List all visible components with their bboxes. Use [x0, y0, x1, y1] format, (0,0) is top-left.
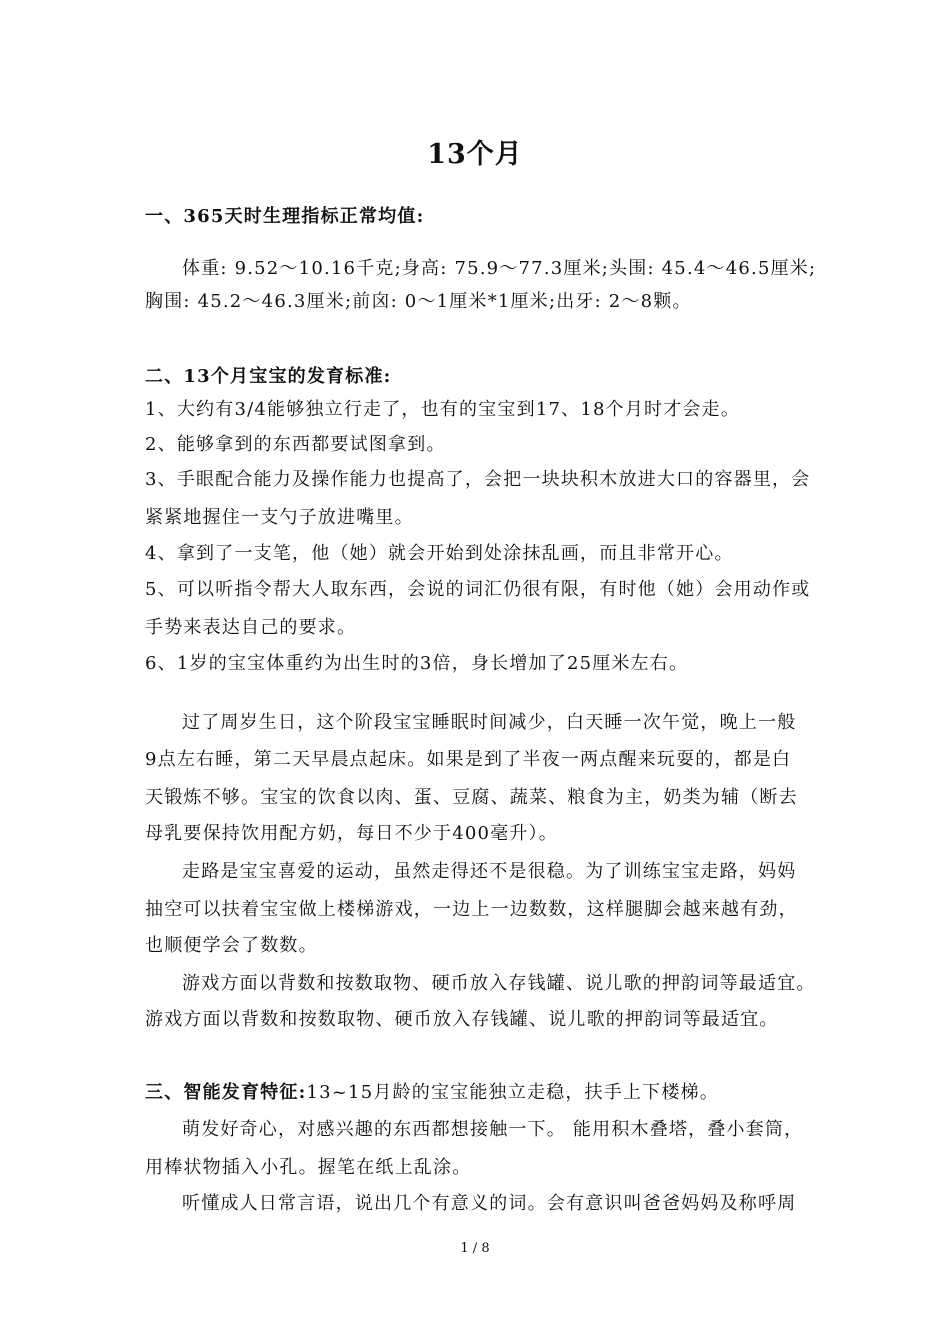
paragraph-line: 胸围: 45.2～46.3厘米;前囟: 0～1厘米*1厘米;出牙: 2～8颗。 [145, 291, 692, 312]
section-heading-3 [145, 1081, 719, 1105]
list-item: 手势来表达自己的要求。 [145, 617, 357, 638]
paragraph-line: 萌发好奇心，对感兴趣的东西都想接触一下。 能用积木叠塔，叠小套筒， [182, 1119, 804, 1140]
paragraph-line: 天锻炼不够。宝宝的饮食以肉、蛋、豆腐、蔬菜、粮食为主，奶类为辅（断去 [145, 787, 798, 808]
paragraph-line: 游戏方面以背数和按数取物、硬币放入存钱罐、说儿歌的押韵词等最适宜。 [182, 973, 816, 994]
list-item: 6、1岁的宝宝体重约为出生时的3倍，身长增加了25厘米左右。 [145, 653, 689, 674]
list-item: 2、能够拿到的东西都要试图拿到。 [145, 434, 446, 455]
list-item: 3、手眼配合能力及操作能力也提高了，会把一块块积木放进大口的容器里，会 [145, 469, 811, 490]
section-heading-1: 一、365天时生理指标正常均值: [145, 206, 425, 227]
paragraph-line: 走路是宝宝喜爱的运动，虽然走得还不是很稳。为了训练宝宝走路，妈妈 [182, 861, 797, 882]
list-item: 5、可以听指令帮大人取东西，会说的词汇仍很有限，有时他（她）会用动作或 [145, 579, 811, 600]
paragraph-line: 体重: 9.52～10.16千克;身高: 75.9～77.3厘米;头围: 45.4～46.5厘米; [182, 258, 817, 279]
section-heading-3-text: 13~15月龄的宝宝能独立走稳，扶手上下楼梯。 [306, 1082, 719, 1103]
paragraph-line: 用棒状物插入小孔。握笔在纸上乱涂。 [145, 1157, 472, 1178]
paragraph-line: 母乳要保持饮用配方奶，每日不少于400毫升）。 [145, 823, 558, 844]
section-heading-2: 二、13个月宝宝的发育标准: [145, 366, 392, 387]
paragraph-line: 过了周岁生日，这个阶段宝宝睡眠时间减少，白天睡一次午觉，晚上一般 [182, 712, 797, 733]
paragraph-line: 游戏方面以背数和按数取物、硬币放入存钱罐、说儿歌的押韵词等最适宜。 [145, 1009, 779, 1030]
page-number: 1 / 8 [460, 1241, 490, 1256]
paragraph-line: 9点左右睡，第二天早晨点起床。如果是到了半夜一两点醒来玩耍的，都是白 [145, 749, 792, 770]
list-item: 紧紧地握住一支勺子放进嘴里。 [145, 507, 414, 528]
paragraph-line: 听懂成人日常言语，说出几个有意义的词。会有意识叫爸爸妈妈及称呼周 [182, 1193, 797, 1214]
paragraph-line: 抽空可以扶着宝宝做上楼梯游戏，一边上一边数数，这样腿脚会越来越有劲， [145, 899, 798, 920]
paragraph-line: 也顺便学会了数数。 [145, 935, 318, 956]
section-heading-3-label: 三、智能发育特征: [145, 1082, 307, 1103]
page-title: 13个月 [427, 139, 523, 170]
list-item: 1、大约有3/4能够独立行走了，也有的宝宝到17、18个月时才会走。 [145, 399, 741, 420]
list-item: 4、拿到了一支笔，他（她）就会开始到处涂抹乱画，而且非常开心。 [145, 543, 734, 564]
